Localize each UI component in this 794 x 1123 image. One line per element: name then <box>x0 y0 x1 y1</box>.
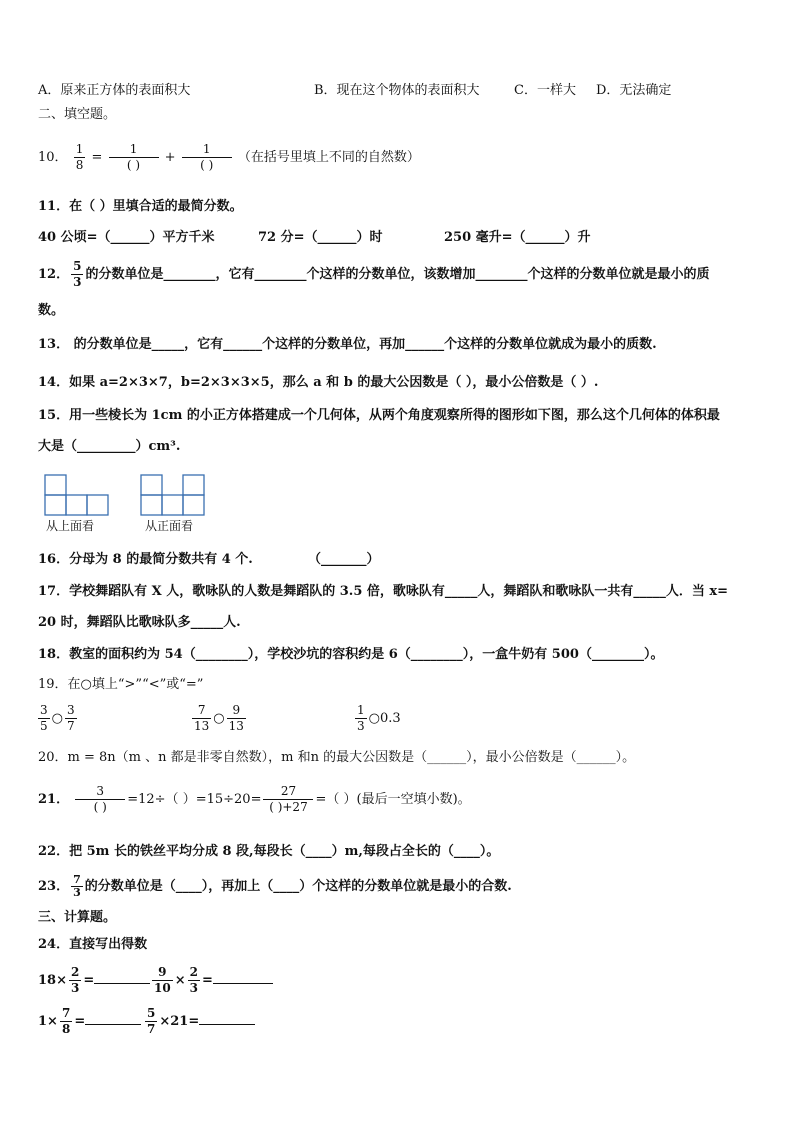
q21-middle: =12÷（ ）=15÷20= <box>127 792 262 807</box>
q24-c-prefix: 1× <box>38 1014 58 1029</box>
q24-b2-den: 3 <box>189 981 198 995</box>
q24-b-num: 9 <box>158 965 167 979</box>
q19-b-left-num: 7 <box>197 703 206 717</box>
q10-f2-den: ( ) <box>109 157 159 173</box>
q11-part-b: 72 分=（______）时 <box>258 230 383 245</box>
q12-fraction <box>71 259 83 290</box>
q19-b-left <box>192 703 211 734</box>
q21-f2-num: 27 <box>280 784 297 798</box>
q23-fraction <box>71 874 83 899</box>
q24-d-num: 5 <box>147 1006 156 1020</box>
q19-c-right: 0.3 <box>379 711 401 726</box>
q19-b-right <box>227 703 246 734</box>
q24-a-prefix: 18× <box>38 973 67 988</box>
q21-f1-num: 3 <box>96 784 105 798</box>
q19-compare-b <box>190 701 248 737</box>
q24-c-den: 8 <box>61 1022 71 1036</box>
q24-b2-num: 2 <box>189 965 198 979</box>
q23-text: 的分数单位是（____），再加上（____）个这样的分数单位就是最小的合数. <box>84 879 512 894</box>
q12-continuation: 数。 <box>38 303 65 318</box>
question-10 <box>38 138 420 178</box>
question-12 <box>38 258 709 292</box>
q24-d-fraction <box>145 1006 157 1037</box>
q21-f1-den: ( ) <box>75 799 125 815</box>
q24-item-d <box>143 1003 255 1041</box>
front-view-figure <box>140 474 206 516</box>
q10-f3-num: 1 <box>202 142 211 156</box>
q24-a-answer-blank[interactable] <box>94 970 150 984</box>
q10-f1-num: 1 <box>75 142 84 156</box>
q24-d-suffix: ×21= <box>159 1014 200 1029</box>
compare-circle[interactable]: ○ <box>51 711 63 726</box>
q17-continuation: 20 时，舞蹈队比歌咏队多_____人. <box>38 615 241 630</box>
q24-item-c <box>38 1003 141 1041</box>
question-16: 16．分母为 8 的最简分数共有 4 个. <box>38 552 253 567</box>
q24-c-fraction <box>60 1006 72 1037</box>
q19-a-left-den: 5 <box>40 719 48 733</box>
q10-f3-den: ( ) <box>182 157 232 173</box>
q24-b-den: 10 <box>154 981 171 995</box>
q21-f2-den: ( )+27 <box>263 799 313 815</box>
section-calc-title: 三、计算题。 <box>38 910 117 925</box>
q21-fraction-2 <box>263 784 313 815</box>
q19-c-left-num: 1 <box>357 703 365 717</box>
q21-fraction-1 <box>75 784 125 815</box>
front-view-grid <box>140 474 206 516</box>
q23-number: 23． <box>38 879 70 894</box>
q24-c-eq: = <box>74 1014 86 1029</box>
q19-a-left-num: 3 <box>40 703 48 717</box>
q19-a-right-num: 3 <box>66 703 75 717</box>
q24-a-num: 2 <box>70 965 80 979</box>
option-a: A．原来正方体的表面积大 <box>38 83 191 98</box>
section-fill-title: 二、填空题。 <box>38 107 117 122</box>
q24-b-answer-blank[interactable] <box>213 970 273 984</box>
q21-number: 21． <box>38 792 70 807</box>
question-21 <box>38 780 471 820</box>
q24-item-a <box>38 962 150 1000</box>
q12-text: 的分数单位是________，它有________个这样的分数单位，该数增加________个这样的分数单位就是最小的质 <box>85 267 710 282</box>
q11-part-c: 250 毫升=（______）升 <box>444 230 591 245</box>
q19-b-left-den: 13 <box>194 719 210 733</box>
question-14: 14．如果 a=2×3×7，b=2×3×3×5，那么 a 和 b 的最大公因数是（ ），最小公倍数是（ ）. <box>38 375 599 390</box>
q10-eq: = <box>91 150 103 165</box>
q10-fraction-1 <box>74 142 86 173</box>
q19-c-left <box>355 703 367 734</box>
q19-compare-a <box>36 701 79 737</box>
front-view-caption: 从正面看 <box>145 519 194 533</box>
q15-continuation: 大是（_________）cm³. <box>38 439 181 454</box>
question-24-title: 24．直接写出得数 <box>38 937 148 952</box>
q10-f2-num: 1 <box>129 142 138 156</box>
q19-a-right <box>65 703 77 734</box>
question-23 <box>38 872 512 902</box>
question-19: 19．在○填上“>”“<”或“=” <box>38 677 204 692</box>
q19-a-right-den: 7 <box>66 719 75 733</box>
q23-f-num: 7 <box>73 873 81 886</box>
q21-end: =（ ）(最后一空填小数)。 <box>315 792 471 807</box>
question-20: 20．m = 8n（m 、n 都是非零自然数），m 和n 的最大公因数是（______），最小公倍数是（______）。 <box>38 750 636 765</box>
top-view-grid <box>44 474 110 516</box>
q10-note: （在括号里填上不同的自然数） <box>237 150 420 165</box>
top-view-caption: 从上面看 <box>46 519 95 533</box>
q24-c-answer-blank[interactable] <box>85 1011 141 1025</box>
q24-a-eq: = <box>83 973 95 988</box>
q24-d-answer-blank[interactable] <box>199 1011 255 1025</box>
q24-b-times: × <box>174 973 186 988</box>
question-11: 11．在（ ）里填合适的最简分数。 <box>38 199 243 214</box>
q11-part-a: 40 公顷=（______）平方千米 <box>38 230 215 245</box>
option-b: B．现在这个物体的表面积大 <box>314 83 480 98</box>
question-17: 17．学校舞蹈队有 X 人，歌咏队的人数是舞蹈队的 3.5 倍，歌咏队有_____人，舞蹈队和歌咏队一共有_____人．当 x= <box>38 584 729 599</box>
question-13: 13． 的分数单位是_____，它有______个这样的分数单位，再加______个这样的分数单位就成为最小的质数. <box>38 337 657 352</box>
q24-item-b <box>150 962 273 1000</box>
q10-f1-den: 8 <box>75 158 84 172</box>
q24-a-den: 3 <box>70 981 80 995</box>
question-22: 22．把 5m 长的铁丝平均分成 8 段,每段长（____）m,每段占全长的（____）。 <box>38 844 500 859</box>
compare-circle[interactable]: ○ <box>368 711 380 726</box>
q12-f-den: 3 <box>73 275 82 289</box>
q10-fraction-2 <box>109 142 159 173</box>
q10-number: 10． <box>38 150 68 165</box>
q24-b-fraction-2 <box>188 965 200 996</box>
q19-compare-c <box>353 701 401 737</box>
q24-b-eq: = <box>201 973 213 988</box>
top-view-figure <box>44 474 110 516</box>
option-d: D．无法确定 <box>596 83 672 98</box>
q23-f-den: 3 <box>73 886 81 899</box>
q10-fraction-3 <box>182 142 232 173</box>
q19-c-left-den: 3 <box>357 719 365 733</box>
q24-b-fraction-1 <box>152 965 173 996</box>
q16-answer-blank[interactable]: （_______） <box>308 552 380 567</box>
q19-b-right-num: 9 <box>232 703 241 717</box>
q24-c-num: 7 <box>61 1006 71 1020</box>
compare-circle[interactable]: ○ <box>213 711 225 726</box>
question-15: 15．用一些棱长为 1cm 的小正方体搭建成一个几何体，从两个角度观察所得的图形如下图，那么这个几何体的体积最 <box>38 408 720 423</box>
q10-plus: + <box>164 150 176 165</box>
q12-f-num: 5 <box>73 259 82 273</box>
option-c: C．一样大 <box>514 83 576 98</box>
q12-number: 12． <box>38 267 70 282</box>
q24-d-den: 7 <box>147 1022 156 1036</box>
question-18: 18．教室的面积约为 54（________），学校沙坑的容积约是 6（________），一盒牛奶有 500（________）。 <box>38 647 664 662</box>
q19-b-right-den: 13 <box>228 719 244 733</box>
q19-a-left <box>38 703 50 734</box>
q24-a-fraction <box>69 965 81 996</box>
